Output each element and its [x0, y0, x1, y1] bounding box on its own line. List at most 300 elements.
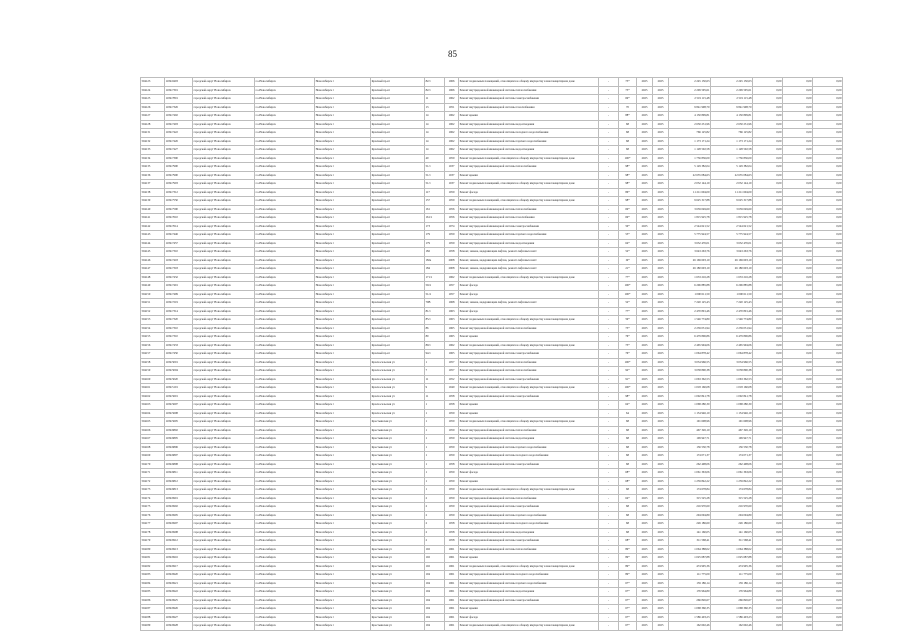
- table-cell: 2025: [653, 613, 669, 622]
- table-row: [141, 460, 843, 469]
- table-cell: 159 186,14: [669, 579, 711, 588]
- table-cell: 67*: [619, 613, 637, 622]
- table-cell: 0,00: [813, 129, 843, 138]
- table-cell: Крестьянская ул: [371, 562, 425, 571]
- table-cell: -: [599, 375, 619, 384]
- table-cell: 266 826,67: [669, 596, 711, 605]
- table-cell: 1184/7318: [165, 265, 193, 274]
- table-cell: 1 154 946,10: [711, 409, 753, 418]
- table-row: [141, 171, 843, 180]
- table-cell: 173: [425, 222, 445, 231]
- table-cell: 6 479 806,86: [669, 333, 711, 342]
- table-row: [141, 571, 843, 580]
- table-cell: городской округ Новосибирск: [193, 333, 255, 342]
- table-cell: 1: [425, 435, 445, 444]
- table-cell: городской округ Новосибирск: [193, 579, 255, 588]
- table-cell: 504162: [141, 392, 165, 401]
- table-cell: -: [599, 222, 619, 231]
- table-cell: 1 815 925,78: [711, 214, 753, 223]
- table-row: [141, 265, 843, 274]
- table-cell: 0,00: [753, 537, 783, 546]
- table-cell: -: [599, 316, 619, 325]
- table-cell: Новосибирск г: [315, 112, 371, 121]
- table-cell: 1184/7446: [165, 231, 193, 240]
- table-cell: 68: [619, 520, 637, 529]
- table-cell: 1184/7432: [165, 273, 193, 282]
- table-cell: 0,00: [783, 316, 813, 325]
- table-cell: 14: [425, 146, 445, 155]
- capital-repair-table: [140, 77, 843, 631]
- table-cell: 1 025 687,88: [711, 554, 753, 563]
- table-cell: 2025: [637, 435, 653, 444]
- table-cell: 2025: [637, 103, 653, 112]
- table-cell: 1956: [445, 214, 459, 223]
- table-cell: 1958: [445, 528, 459, 537]
- table-cell: -: [599, 324, 619, 333]
- table-cell: 1184/6921: [165, 579, 193, 588]
- table-cell: 1184/7402: [165, 112, 193, 121]
- table-cell: 100*: [619, 358, 637, 367]
- table-cell: Красный пр-кт: [371, 265, 425, 274]
- table-cell: городской округ Новосибирск: [193, 350, 255, 359]
- table-cell: Красный пр-кт: [371, 112, 425, 121]
- table-cell: 311 568,41: [711, 537, 753, 546]
- table-cell: Крестьянская ул: [371, 494, 425, 503]
- table-cell: 0,00: [813, 588, 843, 597]
- table-cell: Новосибирск г: [315, 452, 371, 461]
- table-cell: 67*: [619, 605, 637, 614]
- table-cell: 0,00: [783, 163, 813, 172]
- table-cell: 1965: [445, 350, 459, 359]
- table-cell: Ремонт внутридомовой инженерной системы водоотведения: [459, 239, 599, 248]
- table-cell: -: [599, 477, 619, 486]
- table-cell: городской округ Новосибирск: [193, 367, 255, 376]
- table-cell: 75*: [619, 341, 637, 350]
- table-cell: 2025: [637, 188, 653, 197]
- table-cell: 102: [425, 554, 445, 563]
- table-cell: 0,00: [783, 435, 813, 444]
- table-cell: -: [599, 197, 619, 206]
- table-cell: 1959: [445, 486, 459, 495]
- table-cell: Ремонт внутридомовой инженерной системы горячего водоснабжения: [459, 231, 599, 240]
- table-cell: -: [599, 486, 619, 495]
- table-cell: г.о.Новосибирск: [255, 137, 315, 146]
- table-cell: 2025: [653, 333, 669, 342]
- table-cell: 1961: [445, 554, 459, 563]
- table-cell: городской округ Новосибирск: [193, 180, 255, 189]
- table-cell: 0,00: [813, 605, 843, 614]
- table-cell: г.о.Новосибирск: [255, 477, 315, 486]
- table-cell: 1184/7550: [165, 197, 193, 206]
- table-cell: г.о.Новосибирск: [255, 222, 315, 231]
- table-cell: Новосибирск г: [315, 163, 371, 172]
- table-cell: 0,00: [753, 205, 783, 214]
- table-cell: 0,00: [813, 265, 843, 274]
- table-row: [141, 137, 843, 146]
- table-cell: 504126: [141, 103, 165, 112]
- table-cell: 0,00: [753, 231, 783, 240]
- table-cell: 0,00: [753, 324, 783, 333]
- table-cell: 0,00: [783, 443, 813, 452]
- table-cell: 0,00: [753, 137, 783, 146]
- table-cell: Крестьянская ул: [371, 426, 425, 435]
- table-cell: г.о.Новосибирск: [255, 256, 315, 265]
- table-cell: Красный пр-кт: [371, 350, 425, 359]
- table-cell: 69*: [619, 95, 637, 104]
- table-cell: 75*: [619, 86, 637, 95]
- table-row: [141, 613, 843, 622]
- table-cell: 0,00: [813, 214, 843, 223]
- table-cell: 2025: [637, 197, 653, 206]
- table-cell: 161/1: [425, 214, 445, 223]
- table-cell: -: [599, 418, 619, 427]
- table-cell: 94/1: [425, 350, 445, 359]
- table-cell: 0,00: [783, 622, 813, 631]
- table-cell: 0,00: [783, 477, 813, 486]
- table-cell: Ремонт, замена, модернизация лифтов, ремонт лифтовых шахт: [459, 265, 599, 274]
- table-cell: 2025: [637, 494, 653, 503]
- table-cell: Новосибирск г: [315, 248, 371, 257]
- table-row: [141, 197, 843, 206]
- table-row: [141, 622, 843, 631]
- table-cell: 1: [425, 418, 445, 427]
- table-cell: 2: [425, 520, 445, 529]
- table-cell: Новосибирск г: [315, 503, 371, 512]
- table-cell: 117: [425, 188, 445, 197]
- table-cell: городской округ Новосибирск: [193, 103, 255, 112]
- table-cell: -: [599, 537, 619, 546]
- table-cell: 1 063 362,53: [711, 375, 753, 384]
- table-cell: 2025: [637, 511, 653, 520]
- table-cell: 0,00: [753, 562, 783, 571]
- table-cell: городской округ Новосибирск: [193, 316, 255, 325]
- table-cell: 2025: [637, 358, 653, 367]
- table-cell: 0,00: [753, 613, 783, 622]
- table-cell: 0,00: [813, 418, 843, 427]
- table-cell: г.о.Новосибирск: [255, 460, 315, 469]
- table-cell: -: [599, 460, 619, 469]
- table-cell: городской округ Новосибирск: [193, 426, 255, 435]
- table-cell: 0,00: [813, 341, 843, 350]
- table-cell: Новосибирск г: [315, 324, 371, 333]
- table-cell: г.о.Новосибирск: [255, 426, 315, 435]
- table-cell: 171/1: [425, 273, 445, 282]
- table-cell: 1184/7310: [165, 333, 193, 342]
- table-cell: 0,00: [783, 503, 813, 512]
- table-cell: 0,00: [783, 86, 813, 95]
- table-cell: Красный пр-кт: [371, 239, 425, 248]
- table-cell: 504169: [141, 452, 165, 461]
- table-cell: Красносельская ул: [371, 375, 425, 384]
- table-cell: 2025: [637, 265, 653, 274]
- table-cell: Новосибирск г: [315, 282, 371, 291]
- table-cell: 1: [425, 358, 445, 367]
- table-row: [141, 333, 843, 342]
- table-cell: Новосибирск г: [315, 392, 371, 401]
- table-cell: Новосибирск г: [315, 299, 371, 308]
- table-cell: Новосибирск г: [315, 316, 371, 325]
- table-cell: 1937: [445, 180, 459, 189]
- table-cell: Новосибирск г: [315, 460, 371, 469]
- table-cell: 0,00: [783, 358, 813, 367]
- table-cell: 104: [425, 571, 445, 580]
- table-cell: 0,00: [753, 443, 783, 452]
- table-cell: 0,00: [783, 511, 813, 520]
- table-cell: городской округ Новосибирск: [193, 443, 255, 452]
- table-cell: 0,00: [783, 265, 813, 274]
- table-cell: 0,00: [753, 103, 783, 112]
- table-cell: 1 064 878,42: [669, 350, 711, 359]
- table-cell: 2025: [637, 299, 653, 308]
- table-cell: 1184/5101: [165, 384, 193, 393]
- table-cell: Красный пр-кт: [371, 171, 425, 180]
- table-cell: городской округ Новосибирск: [193, 95, 255, 104]
- table-row: [141, 358, 843, 367]
- table-cell: 504155: [141, 333, 165, 342]
- table-cell: 2025: [653, 324, 669, 333]
- table-cell: 88*: [619, 112, 637, 121]
- table-cell: Крестьянская ул: [371, 443, 425, 452]
- table-cell: -: [599, 341, 619, 350]
- table-cell: 2025: [637, 520, 653, 529]
- table-row: [141, 120, 843, 129]
- table-cell: Красный пр-кт: [371, 307, 425, 316]
- table-cell: 1958: [445, 401, 459, 410]
- table-cell: 504136: [141, 171, 165, 180]
- table-cell: Красный пр-кт: [371, 273, 425, 282]
- table-cell: 1959: [445, 443, 459, 452]
- table-cell: 0,00: [783, 103, 813, 112]
- table-cell: -: [599, 520, 619, 529]
- table-cell: 1 025 687,88: [669, 554, 711, 563]
- table-cell: 1961: [445, 605, 459, 614]
- table-cell: 50*: [619, 222, 637, 231]
- table-cell: 2025: [637, 239, 653, 248]
- table-cell: 504174: [141, 494, 165, 503]
- table-cell: 0,00: [813, 443, 843, 452]
- table-row: [141, 392, 843, 401]
- table-cell: 1962: [445, 120, 459, 129]
- table-row: [141, 103, 843, 112]
- table-cell: Ремонт внутридомовой инженерной системы водоотведения: [459, 120, 599, 129]
- table-cell: городской округ Новосибирск: [193, 256, 255, 265]
- table-row: [141, 188, 843, 197]
- table-cell: -: [599, 622, 619, 631]
- table-cell: 1 090 611,50: [711, 290, 753, 299]
- table-cell: 7 220 125,43: [711, 299, 753, 308]
- table-row: [141, 469, 843, 478]
- table-cell: Ремонт внутридомовой инженерной системы электроснабжения: [459, 596, 599, 605]
- table-cell: 2025: [637, 290, 653, 299]
- table-cell: 1962: [445, 137, 459, 146]
- table-cell: 0,00: [753, 299, 783, 308]
- table-cell: Новосибирск г: [315, 622, 371, 631]
- table-cell: 0,00: [783, 282, 813, 291]
- table-cell: 2 032 144,19: [711, 180, 753, 189]
- table-cell: 67*: [619, 588, 637, 597]
- table-cell: г.о.Новосибирск: [255, 103, 315, 112]
- table-cell: Красный пр-кт: [371, 103, 425, 112]
- table-cell: 51/1: [425, 180, 445, 189]
- table-cell: -: [599, 256, 619, 265]
- table-cell: 98*: [619, 392, 637, 401]
- table-cell: 0,00: [783, 452, 813, 461]
- table-cell: 2025: [653, 571, 669, 580]
- table-cell: 82/1: [425, 78, 445, 87]
- table-cell: 2025: [653, 401, 669, 410]
- table-cell: Ремонт крыши: [459, 171, 599, 180]
- table-cell: Красный пр-кт: [371, 146, 425, 155]
- table-cell: 182: [425, 248, 445, 257]
- table-cell: 0,00: [783, 605, 813, 614]
- table-cell: 1959: [445, 426, 459, 435]
- table-cell: 1184/6908: [165, 528, 193, 537]
- table-cell: 0,00: [813, 248, 843, 257]
- table-cell: Новосибирск г: [315, 409, 371, 418]
- table-cell: 2025: [653, 588, 669, 597]
- table-cell: 474 995,36: [669, 562, 711, 571]
- table-cell: 2025: [653, 103, 669, 112]
- table-cell: городской округ Новосибирск: [193, 409, 255, 418]
- table-cell: 0,00: [813, 392, 843, 401]
- table-cell: Крестьянская ул: [371, 418, 425, 427]
- table-cell: 162 602,46: [669, 622, 711, 631]
- table-cell: 3 034 966,55: [669, 358, 711, 367]
- table-cell: 0,00: [753, 503, 783, 512]
- table-cell: 7: [425, 367, 445, 376]
- table-cell: г.о.Новосибирск: [255, 307, 315, 316]
- table-cell: 1 546 774,80: [711, 316, 753, 325]
- table-cell: 315 525,28: [669, 494, 711, 503]
- table-cell: Красный пр-кт: [371, 129, 425, 138]
- table-cell: 311 568,41: [669, 537, 711, 546]
- table-cell: 2025: [637, 579, 653, 588]
- table-cell: городской округ Новосибирск: [193, 154, 255, 163]
- table-row: [141, 545, 843, 554]
- table-cell: Крестьянская ул: [371, 588, 425, 597]
- table-cell: 1184/7614: [165, 222, 193, 231]
- table-cell: Крестьянская ул: [371, 460, 425, 469]
- table-cell: 504151: [141, 299, 165, 308]
- table-cell: 2025: [653, 460, 669, 469]
- table-cell: Ремонт внутридомовой инженерной системы газоснабжения: [459, 103, 599, 112]
- table-cell: 0,00: [783, 180, 813, 189]
- table-cell: 2025: [653, 358, 669, 367]
- table-cell: г.о.Новосибирск: [255, 367, 315, 376]
- table-cell: -: [599, 401, 619, 410]
- table-cell: Новосибирск г: [315, 528, 371, 537]
- table-cell: 0,00: [753, 214, 783, 223]
- table-cell: 68*: [619, 537, 637, 546]
- table-cell: 0,00: [753, 112, 783, 121]
- table-cell: 2025: [637, 129, 653, 138]
- table-cell: 2025: [653, 537, 669, 546]
- table-cell: г.о.Новосибирск: [255, 282, 315, 291]
- table-cell: 11: [425, 392, 445, 401]
- table-cell: -: [599, 154, 619, 163]
- table-cell: 504173: [141, 486, 165, 495]
- table-cell: 504177: [141, 520, 165, 529]
- table-cell: 504175: [141, 503, 165, 512]
- table-cell: Новосибирск г: [315, 571, 371, 580]
- table-cell: 174 071,37: [669, 452, 711, 461]
- table-cell: Ремонт крыши: [459, 112, 599, 121]
- table-cell: Крестьянская ул: [371, 469, 425, 478]
- table-cell: городской округ Новосибирск: [193, 358, 255, 367]
- table-cell: 0,00: [783, 494, 813, 503]
- table-cell: Крестьянская ул: [371, 596, 425, 605]
- table-cell: 0,00: [783, 137, 813, 146]
- table-cell: 104: [425, 605, 445, 614]
- table-cell: 162 602,46: [711, 622, 753, 631]
- table-cell: -: [599, 265, 619, 274]
- table-cell: 68*: [619, 477, 637, 486]
- table-cell: городской округ Новосибирск: [193, 528, 255, 537]
- table-cell: 1184/6812: [165, 477, 193, 486]
- table-cell: 2025: [653, 171, 669, 180]
- table-cell: 52*: [619, 299, 637, 308]
- table-cell: 59*: [619, 316, 637, 325]
- table-cell: 0,00: [753, 222, 783, 231]
- table-cell: Новосибирск г: [315, 171, 371, 180]
- table-cell: г.о.Новосибирск: [255, 239, 315, 248]
- table-cell: 0,00: [813, 137, 843, 146]
- table-cell: 89*: [619, 545, 637, 554]
- table-cell: 1184/6917: [165, 562, 193, 571]
- table-cell: 1961: [445, 571, 459, 580]
- table-cell: г.о.Новосибирск: [255, 163, 315, 172]
- table-cell: 504134: [141, 154, 165, 163]
- table-cell: 2025: [653, 146, 669, 155]
- table-row: [141, 129, 843, 138]
- table-cell: 504179: [141, 537, 165, 546]
- table-cell: Ремонт подвальных помещений, относящихся к общему имуществу в многоквартирном доме: [459, 341, 599, 350]
- table-cell: городской округ Новосибирск: [193, 341, 255, 350]
- table-cell: 766 125,82: [669, 129, 711, 138]
- table-cell: 0,00: [783, 613, 813, 622]
- table-cell: 2 239 031,94: [711, 324, 753, 333]
- table-cell: 26 169 603,19: [711, 256, 753, 265]
- table-cell: 1974: [445, 222, 459, 231]
- table-row: [141, 248, 843, 257]
- table-cell: Ремонт, замена, модернизация лифтов, ремонт лифтовых шахт: [459, 248, 599, 257]
- table-cell: 2025: [653, 86, 669, 95]
- table-cell: 111 775,09: [669, 571, 711, 580]
- table-cell: г.о.Новосибирск: [255, 333, 315, 342]
- table-cell: 68: [619, 443, 637, 452]
- table-cell: 1: [425, 443, 445, 452]
- table-cell: 0,00: [783, 375, 813, 384]
- table-cell: 2025: [637, 333, 653, 342]
- page-number: 85: [448, 49, 457, 59]
- table-cell: 1184/5601: [165, 392, 193, 401]
- table-cell: 1: [425, 401, 445, 410]
- table-cell: Крестьянская ул: [371, 605, 425, 614]
- table-cell: г.о.Новосибирск: [255, 350, 315, 359]
- table-cell: 1184/5608: [165, 409, 193, 418]
- table-row: [141, 426, 843, 435]
- table-cell: 1184/7314: [165, 307, 193, 316]
- table-cell: Ремонт крыши: [459, 554, 599, 563]
- table-cell: -: [599, 605, 619, 614]
- table-cell: -: [599, 426, 619, 435]
- table-cell: 2 544 621,52: [669, 222, 711, 231]
- table-row: [141, 239, 843, 248]
- table-cell: 2025: [637, 248, 653, 257]
- table-cell: -: [599, 307, 619, 316]
- table-cell: 1962: [445, 129, 459, 138]
- table-cell: Ремонт, замена, модернизация лифтов, ремонт лифтовых шахт: [459, 256, 599, 265]
